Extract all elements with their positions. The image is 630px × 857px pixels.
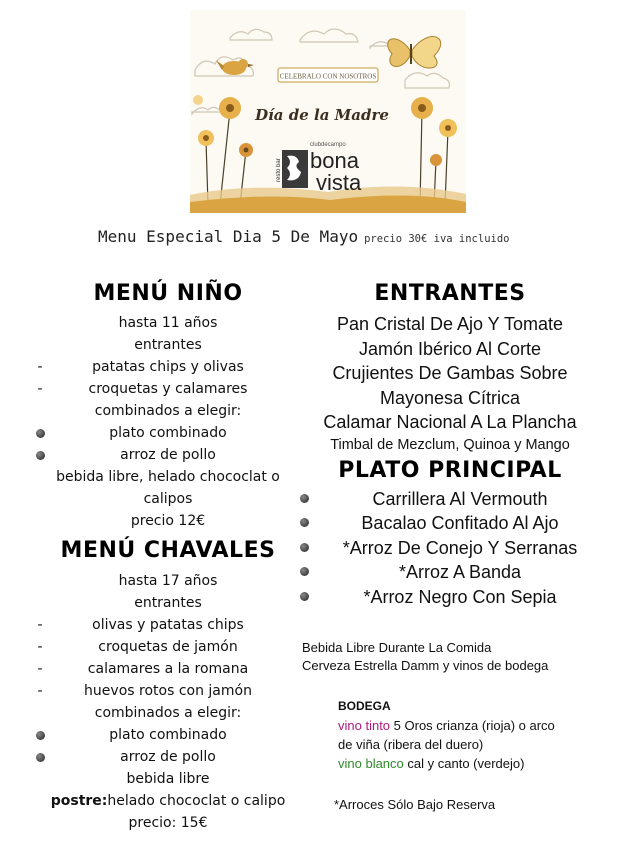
entrante-item: Calamar Nacional A La Plancha	[323, 412, 577, 432]
bullet-dot	[36, 451, 45, 460]
header-illustration	[190, 10, 466, 213]
menu-line-text: combinados a elegir:	[94, 705, 242, 721]
menu-line	[28, 510, 308, 532]
bullet-dash: -	[37, 639, 43, 655]
menu-subtitle-row	[98, 227, 510, 247]
svg-text:CELEBRALO CON NOSOTROS: CELEBRALO CON NOSOTROS	[279, 72, 377, 81]
menu-line	[28, 356, 308, 378]
svg-text:vista: vista	[316, 170, 362, 195]
menu-line	[28, 702, 308, 724]
menu-line	[28, 614, 308, 636]
left-column	[28, 280, 308, 834]
bullet-dot-icon	[34, 444, 46, 466]
blanco-label: vino blanco	[338, 756, 404, 771]
menu-line	[28, 746, 308, 768]
bullet-dot-icon	[34, 422, 46, 444]
blanco-text: cal y canto (verdejo)	[407, 756, 525, 771]
principal-item	[290, 487, 610, 512]
menu-line-text: arroz de pollo	[120, 749, 216, 765]
bullet-dot-icon	[34, 724, 46, 746]
bodega-blanco	[338, 754, 610, 773]
svg-text:resto bar: resto bar	[276, 158, 282, 182]
menu-line-text: entrantes	[134, 595, 202, 611]
menu-line	[28, 488, 308, 510]
bodega-tinto	[338, 716, 610, 735]
menu-line	[28, 570, 308, 592]
drinks-line-2: Cerveza Estrella Damm y vinos de bodega	[302, 658, 549, 673]
bullet-dash: -	[37, 683, 43, 699]
postre-label: postre:	[50, 793, 108, 809]
bodega-tinto-2: de viña (ribera del duero)	[338, 737, 484, 752]
tinto-label: vino tinto	[338, 718, 391, 733]
bullet-dot	[36, 753, 45, 762]
menu-line	[28, 680, 308, 702]
menu-line-text: combinados a elegir:	[94, 403, 242, 419]
principal-item	[290, 585, 610, 610]
principal-item-text: Carrillera Al Vermouth	[372, 488, 548, 509]
menu-chavales-list	[28, 570, 308, 790]
menu-line-text: precio 12€	[130, 513, 206, 529]
bullet-dash: -	[37, 359, 43, 375]
bullet-dot	[36, 429, 45, 438]
menu-line	[28, 658, 308, 680]
menu-line-text: olivas y patatas chips	[92, 617, 244, 633]
menu-line-text: calipos	[143, 491, 193, 507]
chavales-price: precio: 15€	[128, 815, 208, 831]
header-artwork	[190, 10, 466, 213]
menu-line	[28, 422, 308, 444]
principal-item	[290, 511, 610, 536]
entrante-item: Pan Cristal De Ajo Y Tomate	[336, 314, 564, 334]
svg-text:clubdecampo: clubdecampo	[310, 142, 346, 148]
svg-text:bona: bona	[310, 148, 359, 173]
bullet-dot-icon	[300, 567, 309, 576]
menu-line	[28, 378, 308, 400]
menu-line-text: huevos rotos con jamón	[84, 683, 252, 699]
principal-item-text: Bacalao Confitado Al Ajo	[361, 513, 559, 533]
menu-line-text: hasta 17 años	[118, 573, 218, 589]
principal-list	[290, 487, 610, 610]
menu-line-text: patatas chips y olivas	[92, 359, 244, 375]
entrante-item: Mayonesa Cítrica	[379, 387, 521, 408]
entrantes-small: Timbal de Mezclum, Quinoa y Mango	[330, 436, 570, 453]
menu-line	[28, 724, 308, 746]
entrantes-title: ENTRANTES	[374, 281, 526, 306]
banner-ribbon	[278, 68, 378, 82]
menu-nino-list	[28, 312, 308, 532]
bullet-dot-icon	[300, 518, 309, 527]
menu-line-text: plato combinado	[109, 727, 227, 743]
menu-chavales-title: MENÚ CHAVALES	[60, 538, 276, 563]
drinks-line-1: Bebida Libre Durante La Comida	[302, 640, 492, 655]
menu-subtitle: Menu Especial Dia 5 De Mayo	[98, 227, 359, 246]
postre-line	[28, 790, 308, 812]
principal-item	[290, 560, 610, 585]
principal-item-text: *Arroz A Banda	[398, 562, 522, 582]
bullet-dot	[36, 731, 45, 740]
bullet-dot-icon	[300, 592, 309, 601]
header-title: Día de la Madre	[255, 106, 389, 124]
bullet-dash: -	[37, 381, 43, 397]
menu-line-text: croquetas y calamares	[88, 381, 248, 397]
menu-line-text: bebida libre	[126, 771, 210, 787]
menu-line-text: plato combinado	[109, 425, 227, 441]
bullet-dot-icon	[34, 746, 46, 768]
price-note: precio 30€ iva incluido	[364, 233, 510, 245]
tinto-text: 5 Oros crianza (rioja) o arco	[393, 718, 555, 733]
principal-item-text: *Arroz Negro Con Sepia	[363, 586, 557, 607]
menu-line-text: entrantes	[134, 337, 202, 353]
menu-line-text: calamares a la romana	[87, 661, 249, 677]
principal-item-text: *Arroz De Conejo Y Serranas	[342, 537, 578, 558]
entrante-item: Jamón Ibérico Al Corte	[358, 338, 542, 359]
entrantes-list	[290, 312, 610, 435]
menu-line-text: croquetas de jamón	[98, 639, 238, 655]
menu-line	[28, 334, 308, 356]
postre-text: helado chococlat o calipo	[107, 793, 286, 809]
bullet-dash: -	[37, 617, 43, 633]
menu-line	[28, 768, 308, 790]
bullet-dash: -	[37, 661, 43, 677]
reservation-note: *Arroces Sólo Bajo Reserva	[334, 797, 496, 812]
menu-line	[28, 444, 308, 466]
right-column	[290, 280, 610, 812]
menu-line	[28, 312, 308, 334]
menu-line-text: bebida libre, helado chococlat o	[56, 469, 280, 485]
menu-line-text: arroz de pollo	[120, 447, 216, 463]
menu-line	[28, 592, 308, 614]
principal-title: PLATO PRINCIPAL	[338, 457, 562, 483]
menu-line	[28, 636, 308, 658]
bullet-dot-icon	[300, 494, 309, 503]
bullet-dot-icon	[300, 543, 309, 552]
principal-item	[290, 536, 610, 561]
entrante-item: Crujientes De Gambas Sobre	[332, 363, 568, 383]
menu-line-text: hasta 11 años	[118, 315, 218, 331]
menu-line	[28, 400, 308, 422]
menu-line	[28, 466, 308, 488]
menu-nino-title: MENÚ NIÑO	[93, 281, 243, 306]
bodega-title: BODEGA	[338, 699, 391, 713]
